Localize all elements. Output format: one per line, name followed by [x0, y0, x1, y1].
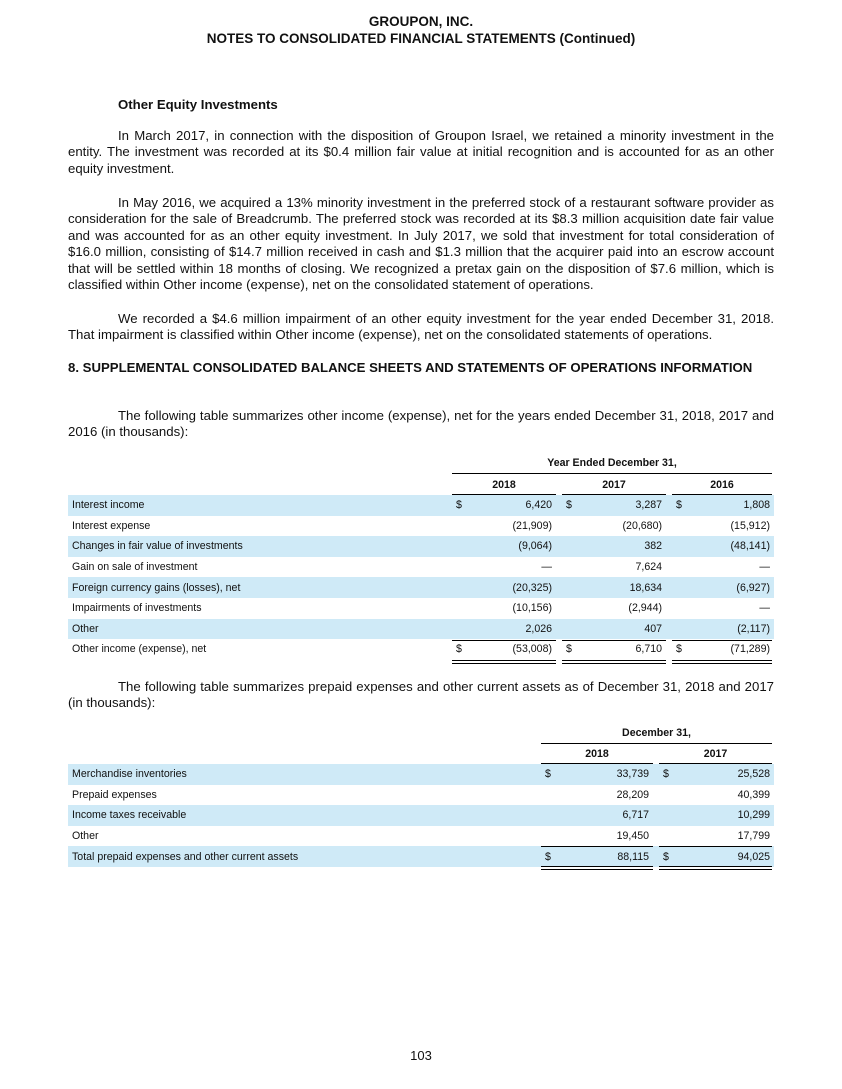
table1-value-cell: (2,117)	[690, 619, 774, 640]
table1-currency-sign	[452, 577, 470, 598]
table1-currency-sign	[452, 557, 470, 578]
table1-value-cell: (10,156)	[512, 602, 552, 615]
table1-value-cell: 3,287	[580, 495, 666, 516]
table1-currency-sign	[562, 577, 580, 598]
table2-row-label: Total prepaid expenses and other current assets	[68, 846, 541, 867]
table2-currency-sign	[659, 826, 677, 847]
table1-value-cell: 407	[580, 619, 666, 640]
table1-value-cell: (48,141)	[690, 536, 774, 557]
table2-row-label: Prepaid expenses	[72, 788, 157, 801]
table1-group-rule	[452, 473, 772, 474]
table-row	[68, 557, 774, 578]
table1-currency-sign	[452, 598, 470, 619]
table1-currency-sign	[672, 598, 690, 619]
table1-value-cell: —	[759, 602, 770, 615]
table-row	[68, 639, 774, 660]
section-8-heading: 8. SUPPLEMENTAL CONSOLIDATED BALANCE SHEETS AND STATEMENTS OF OPERATIONS INFORMATION	[68, 360, 753, 375]
table1-value-cell: 2,026	[470, 619, 556, 640]
paragraph-march-2017: In March 2017, in connection with the disposition of Groupon Israel, we retained a minority investment in the entity. The investment was recorded at its $0.4 million fair value at initial recognition and is accounted for as an other equity investment.	[68, 128, 774, 176]
table2-value-cell: 33,739	[559, 764, 653, 785]
table2-row-label: Other	[72, 830, 99, 843]
table2-year-2018: 2018	[585, 748, 609, 760]
table1-currency-sign	[672, 577, 690, 598]
table1-currency-sign	[562, 619, 580, 640]
table1-row-label: Interest income	[68, 495, 452, 516]
table1-row-label: Other	[68, 619, 452, 640]
table2-currency-sign	[541, 805, 559, 826]
other-equity-heading: Other Equity Investments	[118, 97, 278, 112]
table1-value-cell: 382	[580, 536, 666, 557]
table1-currency-sign: $	[452, 495, 470, 516]
table2-value-cell: 88,115	[559, 846, 653, 867]
table1-currency-sign	[562, 516, 580, 537]
paragraph-may-2016: In May 2016, we acquired a 13% minority investment in the preferred stock of a restaurant software provider as consideration for the sale of Breadcrumb. The preferred stock was recorded at its $8.3 million acquisition date fair value and was accounted for as an other equity investment. In July 2017, we sold that investment for total consideration of $16.0 million, consisting of $14.7 million received in cash and $1.3 million that the acquirer paid into an escrow account that will be settled within 18 months of closing. We recognized a pretax gain on the disposition of $7.6 million, which is classified within Other income (expense), net on the consolidated statement of operations.	[68, 195, 774, 293]
table1-value-cell: (20,680)	[622, 519, 662, 532]
table1-year-2016: 2016	[710, 479, 734, 491]
table1-row-label: Changes in fair value of investments	[68, 536, 452, 557]
table2-group-rule	[541, 743, 772, 744]
table2-currency-sign: $	[659, 764, 677, 785]
table1-row-label: Gain on sale of investment	[72, 561, 198, 574]
table2-value-cell: 10,299	[677, 805, 774, 826]
table1-value-cell: 7,624	[635, 561, 662, 574]
table2-currency-sign: $	[659, 846, 677, 867]
table2-currency-sign: $	[541, 764, 559, 785]
table1-currency-sign	[562, 557, 580, 578]
table2-currency-sign	[659, 805, 677, 826]
paragraph-impairment: We recorded a $4.6 million impairment of an other equity investment for the year ended December 31, 2018. That impairment is classified within Other income (expense), net on the consolidated statements of operations.	[68, 311, 774, 343]
table2-currency-sign	[541, 826, 559, 847]
table1-group-header: Year Ended December 31,	[547, 457, 677, 469]
table1-value-cell: (15,912)	[730, 519, 770, 532]
table2-total-rule-2017	[659, 846, 772, 847]
table1-value-cell: (2,944)	[628, 602, 662, 615]
table2-value-cell: 17,799	[737, 830, 770, 843]
table1-value-cell: 1,808	[690, 495, 774, 516]
table1-currency-sign	[452, 516, 470, 537]
table1-currency-sign	[562, 598, 580, 619]
table1-currency-sign	[672, 536, 690, 557]
page-subtitle: NOTES TO CONSOLIDATED FINANCIAL STATEMENTS (Continued)	[206, 31, 636, 46]
table1-currency-sign	[452, 536, 470, 557]
table1-row-label: Other income (expense), net	[72, 643, 207, 656]
table1-currency-sign: $	[566, 643, 572, 656]
table1-year-2017: 2017	[602, 479, 626, 491]
table2-total-rule-2018	[541, 846, 653, 847]
table2-group-header: December 31,	[622, 727, 691, 739]
table-row	[68, 619, 774, 640]
table-row	[68, 785, 774, 806]
table1-currency-sign: $	[676, 643, 682, 656]
table1-value-cell: 6,420	[470, 495, 556, 516]
table-row	[68, 805, 774, 826]
table1-double-rule-2017	[562, 660, 666, 664]
table1-total-rule-2016	[672, 640, 772, 641]
table2-value-cell: 6,717	[559, 805, 653, 826]
table-row	[68, 536, 774, 557]
table2-currency-sign	[541, 785, 559, 806]
table2-currency-sign: $	[541, 846, 559, 867]
table2-year-2017: 2017	[703, 748, 728, 760]
table1-value-cell: (9,064)	[470, 536, 556, 557]
table1-double-rule-2018	[452, 660, 556, 664]
table1-row-label: Interest expense	[72, 519, 151, 532]
table-row	[68, 495, 774, 516]
table1-currency-sign: $	[562, 495, 580, 516]
table-row	[68, 846, 774, 867]
table1-value-cell: (6,927)	[690, 577, 774, 598]
table2-row-label: Income taxes receivable	[68, 805, 541, 826]
table1-currency-sign: $	[672, 495, 690, 516]
table-row	[68, 577, 774, 598]
table-row	[68, 764, 774, 785]
table1-value-cell: —	[759, 561, 770, 574]
table-row	[68, 598, 774, 619]
table1-currency-sign	[672, 557, 690, 578]
table2-value-cell: 40,399	[737, 788, 770, 801]
table1-value-cell: 6,710	[635, 643, 662, 656]
table1-value-cell: (71,289)	[730, 643, 770, 656]
table-row	[68, 516, 774, 537]
table1-value-cell: (53,008)	[512, 643, 552, 656]
table1-currency-sign	[672, 516, 690, 537]
table1-currency-sign	[562, 536, 580, 557]
table1-year-2018: 2018	[492, 479, 516, 491]
table1-currency-sign	[452, 619, 470, 640]
table1-value-cell: (21,909)	[512, 519, 552, 532]
table1-row-label: Impairments of investments	[72, 602, 202, 615]
table2-value-cell: 19,450	[616, 830, 649, 843]
table2-intro: The following table summarizes prepaid expenses and other current assets as of December 31, 2018 and 2017 (in thousands):	[68, 679, 774, 711]
table2-double-rule-2017	[659, 866, 772, 870]
page-number: 103	[410, 1048, 432, 1063]
table2-value-cell: 25,528	[677, 764, 774, 785]
prepaid-expenses-table	[68, 764, 774, 867]
table2-row-label: Merchandise inventories	[68, 764, 541, 785]
other-income-table	[68, 495, 774, 660]
table1-currency-sign: $	[456, 643, 462, 656]
table1-double-rule-2016	[672, 660, 772, 664]
table2-double-rule-2018	[541, 866, 653, 870]
table1-value-cell: 18,634	[580, 577, 666, 598]
company-name: GROUPON, INC.	[368, 14, 474, 29]
table2-value-cell: 28,209	[616, 788, 649, 801]
table1-currency-sign	[672, 619, 690, 640]
table2-value-cell: 94,025	[677, 846, 774, 867]
table2-currency-sign	[659, 785, 677, 806]
table1-total-rule-2017	[562, 640, 666, 641]
table-row	[68, 826, 774, 847]
table1-row-label: Foreign currency gains (losses), net	[68, 577, 452, 598]
table1-value-cell: —	[541, 561, 552, 574]
table1-total-rule-2018	[452, 640, 556, 641]
table1-value-cell: (20,325)	[470, 577, 556, 598]
table1-intro: The following table summarizes other income (expense), net for the years ended December 31, 2018, 2017 and 2016 (in thousands):	[68, 408, 774, 440]
